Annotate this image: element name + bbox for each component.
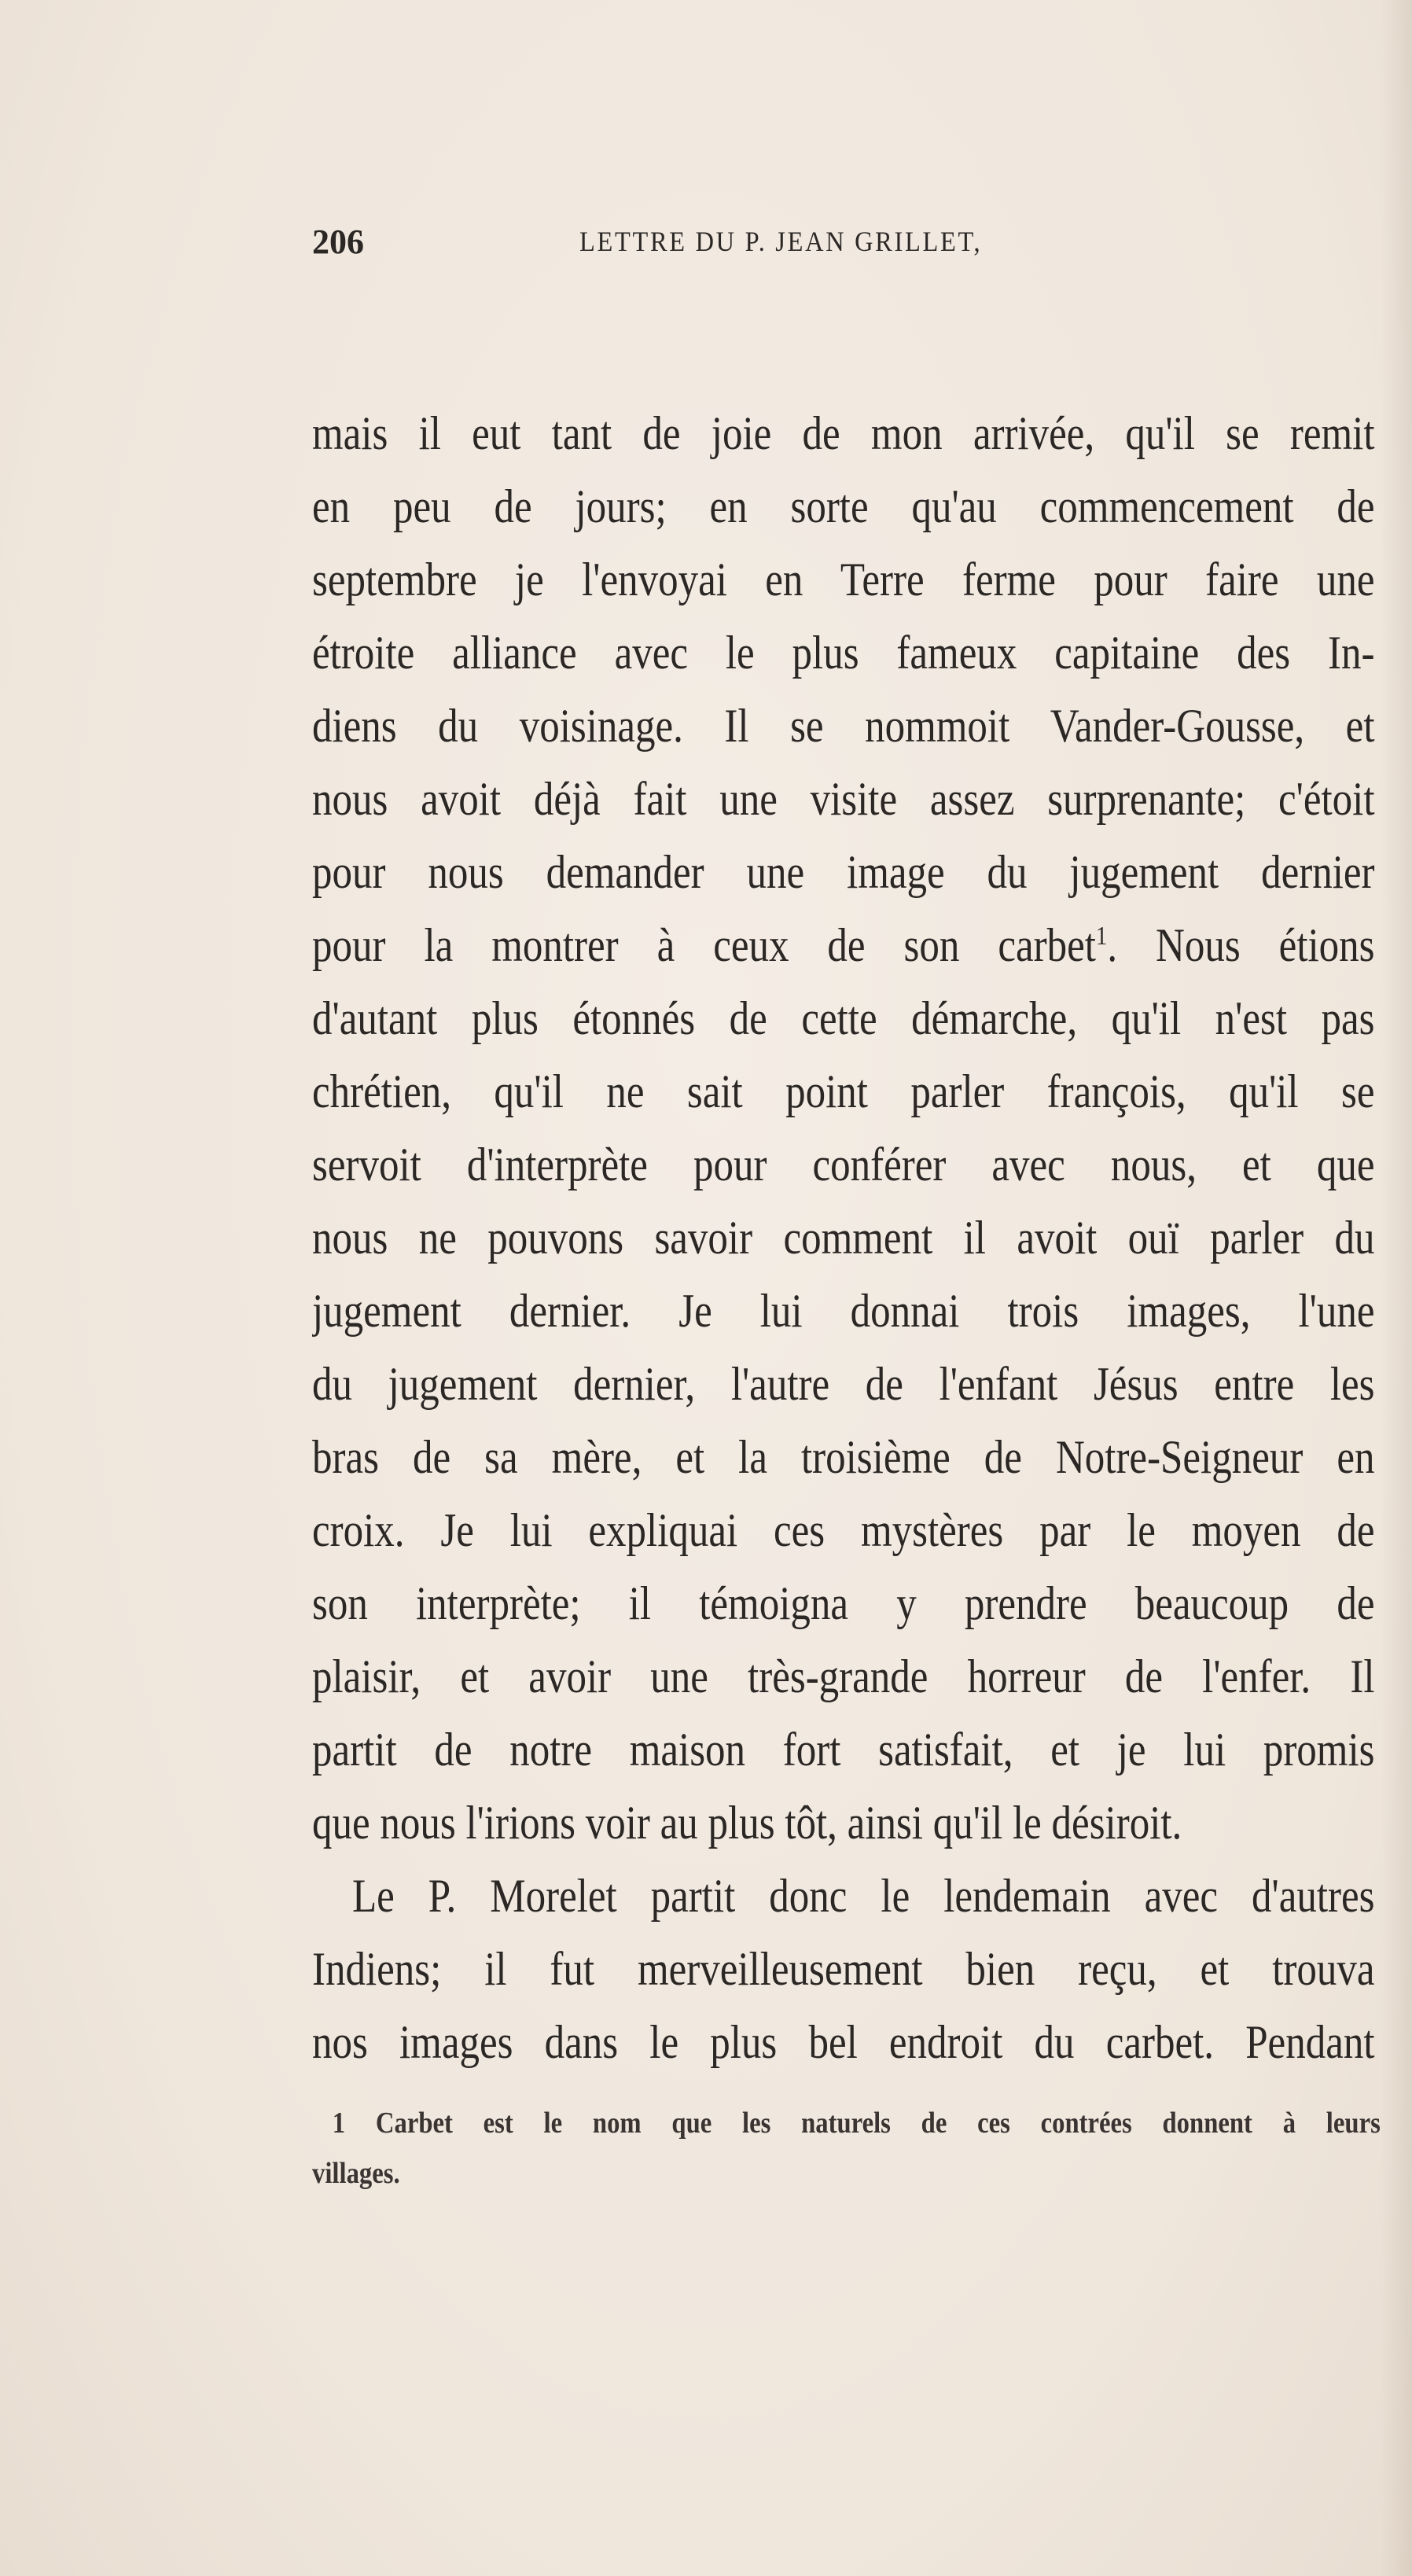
text-line: Le P. Morelet partit donc le lendemain avec d'autres [352,1870,1375,1922]
text-line: septembre je l'envoyai en Terre ferme pour faire une [312,554,1375,605]
text-line: Indiens; il fut merveilleusement bien reçu, et trouva [312,1943,1375,1995]
body-text [312,397,1412,2079]
text-line-part: pour la montrer à ceux de son carbet [312,919,1096,971]
page-number: 206 [312,223,364,261]
text-line: servoit d'interprète pour conférer avec nous, et que [312,1139,1375,1190]
text-line-part: . Nous étions [1107,919,1375,971]
text-line: son interprète; il témoigna y prendre beaucoup de [312,1577,1375,1629]
text-line: pour nous demander une image du jugement dernier [312,846,1375,898]
text-line: du jugement dernier, l'autre de l'enfant Jésus entre les [312,1358,1375,1410]
text-line: bras de sa mère, et la troisième de Notre-Seigneur en [312,1431,1375,1483]
text-line: nous ne pouvons savoir comment il avoit ouï parler du [312,1212,1375,1264]
text-line: jugement dernier. Je lui donnai trois images, l'une [312,1285,1375,1337]
text-line [312,909,1375,982]
text-line: nos images dans le plus bel endroit du carbet. Pendant [312,2016,1375,2068]
footnote-line: villages. [312,2157,400,2190]
page-header [312,222,1138,269]
text-line: que nous l'irions voir au plus tôt, ainsi qu'il le désiroit. [312,1797,1182,1849]
text-line: croix. Je lui expliquai ces mystères par le moyen de [312,1504,1375,1556]
footnote-text: Carbet est le nom que les naturels de ces contrées donnent à leurs [375,2107,1381,2140]
text-line: en peu de jours; en sorte qu'au commencement de [312,480,1375,532]
text-line: d'autant plus étonnés de cette démarche, qu'il n'est pas [312,992,1375,1044]
text-line: plaisir, et avoir une très-grande horreur de l'enfer. Il [312,1650,1375,1702]
text-line: diens du voisinage. Il se nommoit Vander-Gousse, et [312,700,1375,752]
text-line: mais il eut tant de joie de mon arrivée, qu'il se remit [312,407,1375,459]
footnote-reference: 1 [1095,922,1108,951]
footnote-line [312,2098,1381,2148]
text-line: partit de notre maison fort satisfait, et je lui promis [312,1724,1375,1776]
text-line: chrétien, qu'il ne sait point parler françois, qu'il se [312,1065,1375,1117]
footnote-marker: 1 [332,2107,346,2140]
text-line: nous avoit déjà fait une visite assez surprenante; c'étoit [312,773,1375,825]
footnote [312,2098,1412,2199]
running-title: LETTRE DU P. JEAN GRILLET, [579,226,983,257]
text-line: étroite alliance avec le plus fameux capitaine des In- [312,627,1375,679]
